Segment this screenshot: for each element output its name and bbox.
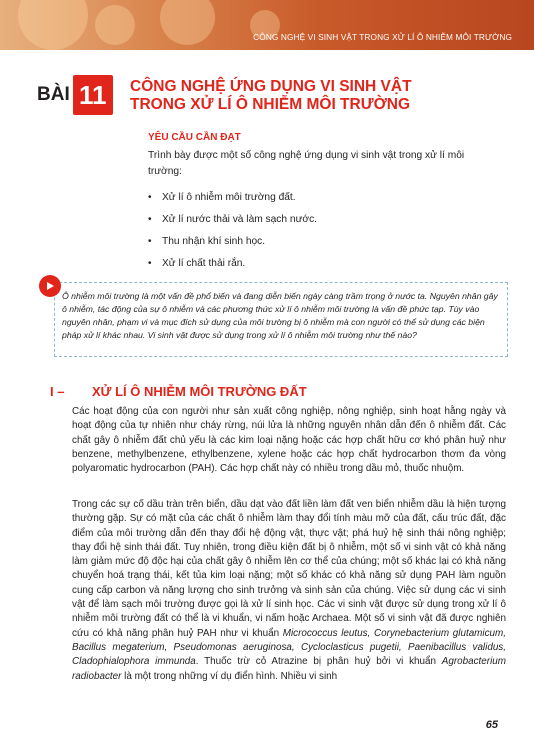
list-item xyxy=(148,186,317,208)
paragraph-1 xyxy=(72,405,506,476)
lesson-badge xyxy=(37,78,113,112)
paragraph-2-part2: . Thuốc trừ cỏ Atrazine bị phân huỷ bởi vi khuẩn xyxy=(195,656,442,668)
lesson-title-line2: TRONG XỬ LÍ Ô NHIỄM MÔI TRƯỜNG xyxy=(130,96,411,113)
requirement-text: Thu nhận khí sinh học. xyxy=(162,235,266,247)
decorative-bubble xyxy=(18,0,88,50)
paragraph-2-text xyxy=(72,498,506,684)
bullet-icon: • xyxy=(148,191,152,203)
section-heading xyxy=(50,384,307,399)
requirement-text: Xử lí chất thải rắn. xyxy=(162,257,246,269)
lesson-number: 11 xyxy=(73,75,113,115)
running-head: CÔNG NGHỆ VI SINH VẬT TRONG XỬ LÍ Ô NHIỄM MÔI TRƯỜNG xyxy=(253,32,512,42)
section-title: XỬ LÍ Ô NHIỄM MÔI TRƯỜNG ĐẤT xyxy=(92,384,307,399)
lesson-title xyxy=(130,78,412,114)
bullet-icon: • xyxy=(148,257,152,269)
page-number: 65 xyxy=(485,719,498,731)
paragraph-1-text: Các hoạt động của con người như sản xuất công nghiệp, nông nghiệp, sinh hoạt hằng ngày và hoạt động của tự nhiên như cháy rừng, núi lửa là những nguyên nhân dẫn đến ô nhiễm đất. Các chất gây ô nhiễm đất chủ yếu là các kim loại nặng hoặc các hợp chất hữu cơ khó phân huỷ như benzene, methylbenzene, ethylbenzene, xylene hoặc các hợp chất hydrocarbon thơm đa vòng polyaromatic hydrocarbon (PAH). Các hợp chất này có nhiều trong dầu mỏ, thuốc nhuộm. xyxy=(72,406,506,475)
lesson-label: BÀI xyxy=(37,84,70,105)
list-item xyxy=(148,252,317,274)
list-item xyxy=(148,230,317,252)
decorative-bubble xyxy=(95,5,135,45)
top-banner xyxy=(0,0,534,50)
section-number: I – xyxy=(50,384,65,399)
paragraph-2-part3: là một trong những ví dụ điển hình. Nhiều vi sinh xyxy=(121,670,338,682)
bullet-icon: • xyxy=(148,235,152,247)
requirements-intro: Trình bày được một số công nghệ ứng dụng vi sinh vật trong xử lí môi trường: xyxy=(148,150,465,177)
species-list: Micrococcus leutus, Corynebacterium glutamicum, Bacillus megaterium, Pseudomonas aeruginosa, Cycloclasticus pugetii, Paenibacillus validus, Cladophialophora immunda xyxy=(72,627,507,668)
requirement-text: Xử lí nước thải và làm sạch nước. xyxy=(162,213,317,225)
play-icon xyxy=(39,275,61,297)
lesson-title-line1: CÔNG NGHỆ ỨNG DỤNG VI SINH VẬT xyxy=(130,78,412,95)
play-triangle-icon xyxy=(45,281,55,291)
requirement-text: Xử lí ô nhiễm môi trường đất. xyxy=(162,191,296,203)
paragraph-2-part1: Trong các sự cố dầu tràn trên biển, dầu dạt vào đất liền làm đất ven biển nhiễm dầu là hiện tượng thường gặp. Sự có mặt của các chất ô nhiễm làm thay đổi tính màu mỡ của đất, cấu trúc đất, đặc điểm của môi trường dẫn đến thay đổi hệ động vật, thực vật; phá huỷ hệ sinh thái nông nghiệp; thay đổi hệ sinh thái đất. Tuy nhiên, trong điều kiện đất bị ô nhiễm, một số vi sinh vật có khả năng làm giảm mức độ độc hại của chất gây ô nhiễm lên cơ thể của chúng; một số khác lại có khả năng chuyển hoá trạng thái, kết tủa kim loại nặng; một số khác có khả năng sử dụng PAH làm nguồn cung cấp carbon và năng lượng cho sinh trưởng và sinh sản của chúng. Việc sử dụng các vi sinh vật để làm sạch môi trường được gọi là xử lí sinh học. Các vi sinh vật được sử dụng trong xử lí ô nhiễm môi trường đất có thể là vi khuẩn, vi nấm hoặc Archaea. Một số vi sinh vật đã được nghiên cứu có khả năng phân huỷ PAH như vi khuẩn xyxy=(72,499,506,639)
decorative-bubble xyxy=(160,0,215,45)
requirements-list xyxy=(148,186,317,274)
list-item xyxy=(148,208,317,230)
paragraph-2 xyxy=(72,498,506,684)
species-name: Agrobacterium radiobacter xyxy=(72,656,506,682)
requirements-heading: YÊU CẦU CẦN ĐẠT xyxy=(148,132,241,143)
bullet-icon: • xyxy=(148,213,152,225)
intro-text: Ô nhiễm môi trường là một vấn đề phổ biến và đang diễn biến ngày càng trầm trọng ở nước ta. Nguyên nhân gây ô nhiễm, tác động của sự ô nhiễm và các phương thức xử lí ô nhiễm môi trường là vấn đề phức tạp. Tùy vào nguyên nhân, phạm vi và mục đích sử dụng của môi trường bị ô nhiễm mà con người có thể sử dụng các biện pháp xử lí khác nhau. Vi sinh vật được sử dụng trong xử lí ô nhiễm môi trường như thế nào? xyxy=(62,291,498,340)
